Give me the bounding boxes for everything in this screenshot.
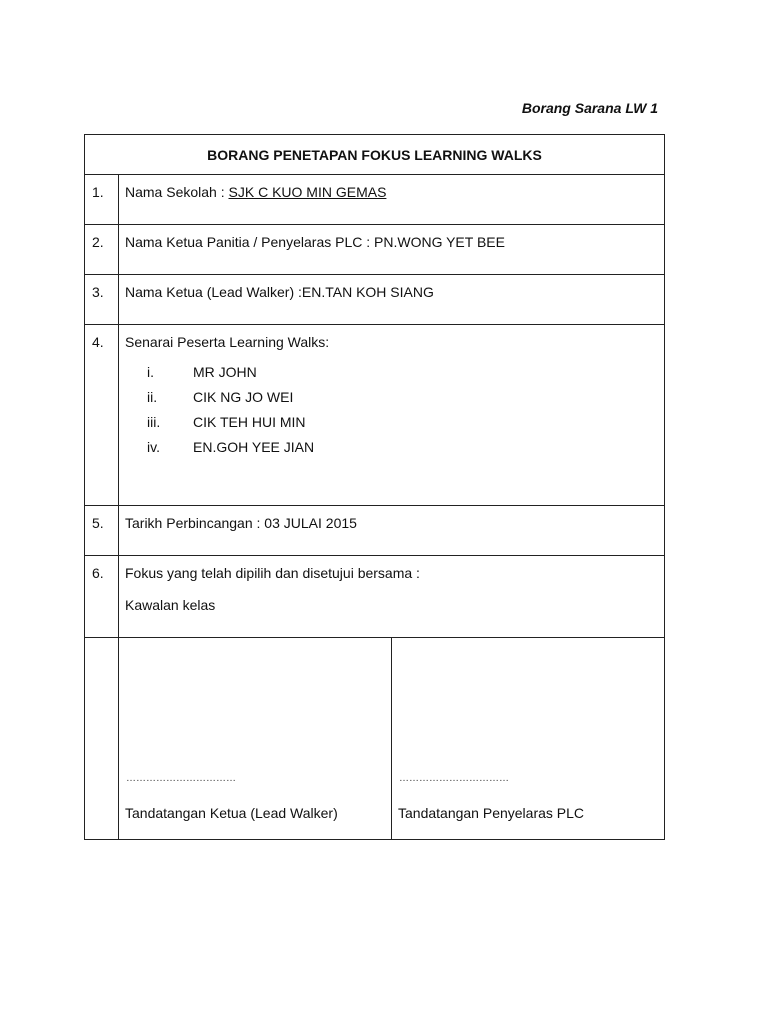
list-item [147, 364, 664, 389]
row-number: 3. [85, 275, 119, 325]
list-numeral: i. [147, 364, 154, 380]
lead-walker-signature-block [119, 638, 391, 839]
form-code: Borang Sarana LW 1 [521, 100, 658, 116]
table-row [85, 175, 665, 225]
list-numeral: iii. [147, 414, 161, 430]
list-item [147, 439, 664, 464]
row-number: 6. [85, 556, 119, 638]
focus-value: Kawalan kelas [125, 597, 216, 613]
participant-name: CIK TEH HUI MIN [193, 414, 306, 430]
form-title: BORANG PENETAPAN FOKUS LEARNING WALKS [85, 135, 665, 175]
discussion-date-field: Tarikh Perbincangan : 03 JULAI 2015 [119, 506, 665, 556]
table-row [85, 506, 665, 556]
signature-label: Tandatangan Penyelaras PLC [398, 805, 585, 821]
signature-line: …………………………… [126, 773, 236, 784]
list-numeral: iv. [147, 439, 160, 455]
form-title-row [85, 135, 665, 175]
school-name-field [119, 175, 665, 225]
plc-coordinator-signature-block [391, 638, 664, 839]
signature-cell [119, 638, 665, 840]
row-number: 1. [85, 175, 119, 225]
row-number: 2. [85, 225, 119, 275]
focus-field [119, 556, 665, 638]
table-row [85, 556, 665, 638]
field-label: Nama Sekolah : [125, 184, 229, 200]
focus-form-table [84, 134, 665, 840]
table-row [85, 275, 665, 325]
list-item [147, 389, 664, 414]
participants-field [119, 325, 665, 506]
signature-line: …………………………… [399, 773, 509, 784]
lead-walker-field: Nama Ketua (Lead Walker) :EN.TAN KOH SIANG [119, 275, 665, 325]
participant-name: EN.GOH YEE JIAN [193, 439, 315, 455]
signature-label: Tandatangan Ketua (Lead Walker) [125, 805, 338, 821]
table-row [85, 225, 665, 275]
focus-label: Fokus yang telah dipilih dan disetujui bersama : [125, 565, 420, 581]
list-numeral: ii. [147, 389, 158, 405]
participants-heading: Senarai Peserta Learning Walks: [125, 334, 330, 350]
list-item [147, 414, 664, 439]
panel-head-field: Nama Ketua Panitia / Penyelaras PLC : PN.WONG YET BEE [119, 225, 665, 275]
row-number: 5. [85, 506, 119, 556]
table-row [85, 325, 665, 506]
school-name-value: SJK C KUO MIN GEMAS [228, 184, 387, 200]
row-number: 4. [85, 325, 119, 506]
signature-row [85, 638, 665, 840]
empty-number-cell [85, 638, 119, 840]
participants-list [125, 364, 664, 464]
signature-grid [119, 638, 664, 839]
participant-name: MR JOHN [193, 364, 257, 380]
participant-name: CIK NG JO WEI [193, 389, 294, 405]
